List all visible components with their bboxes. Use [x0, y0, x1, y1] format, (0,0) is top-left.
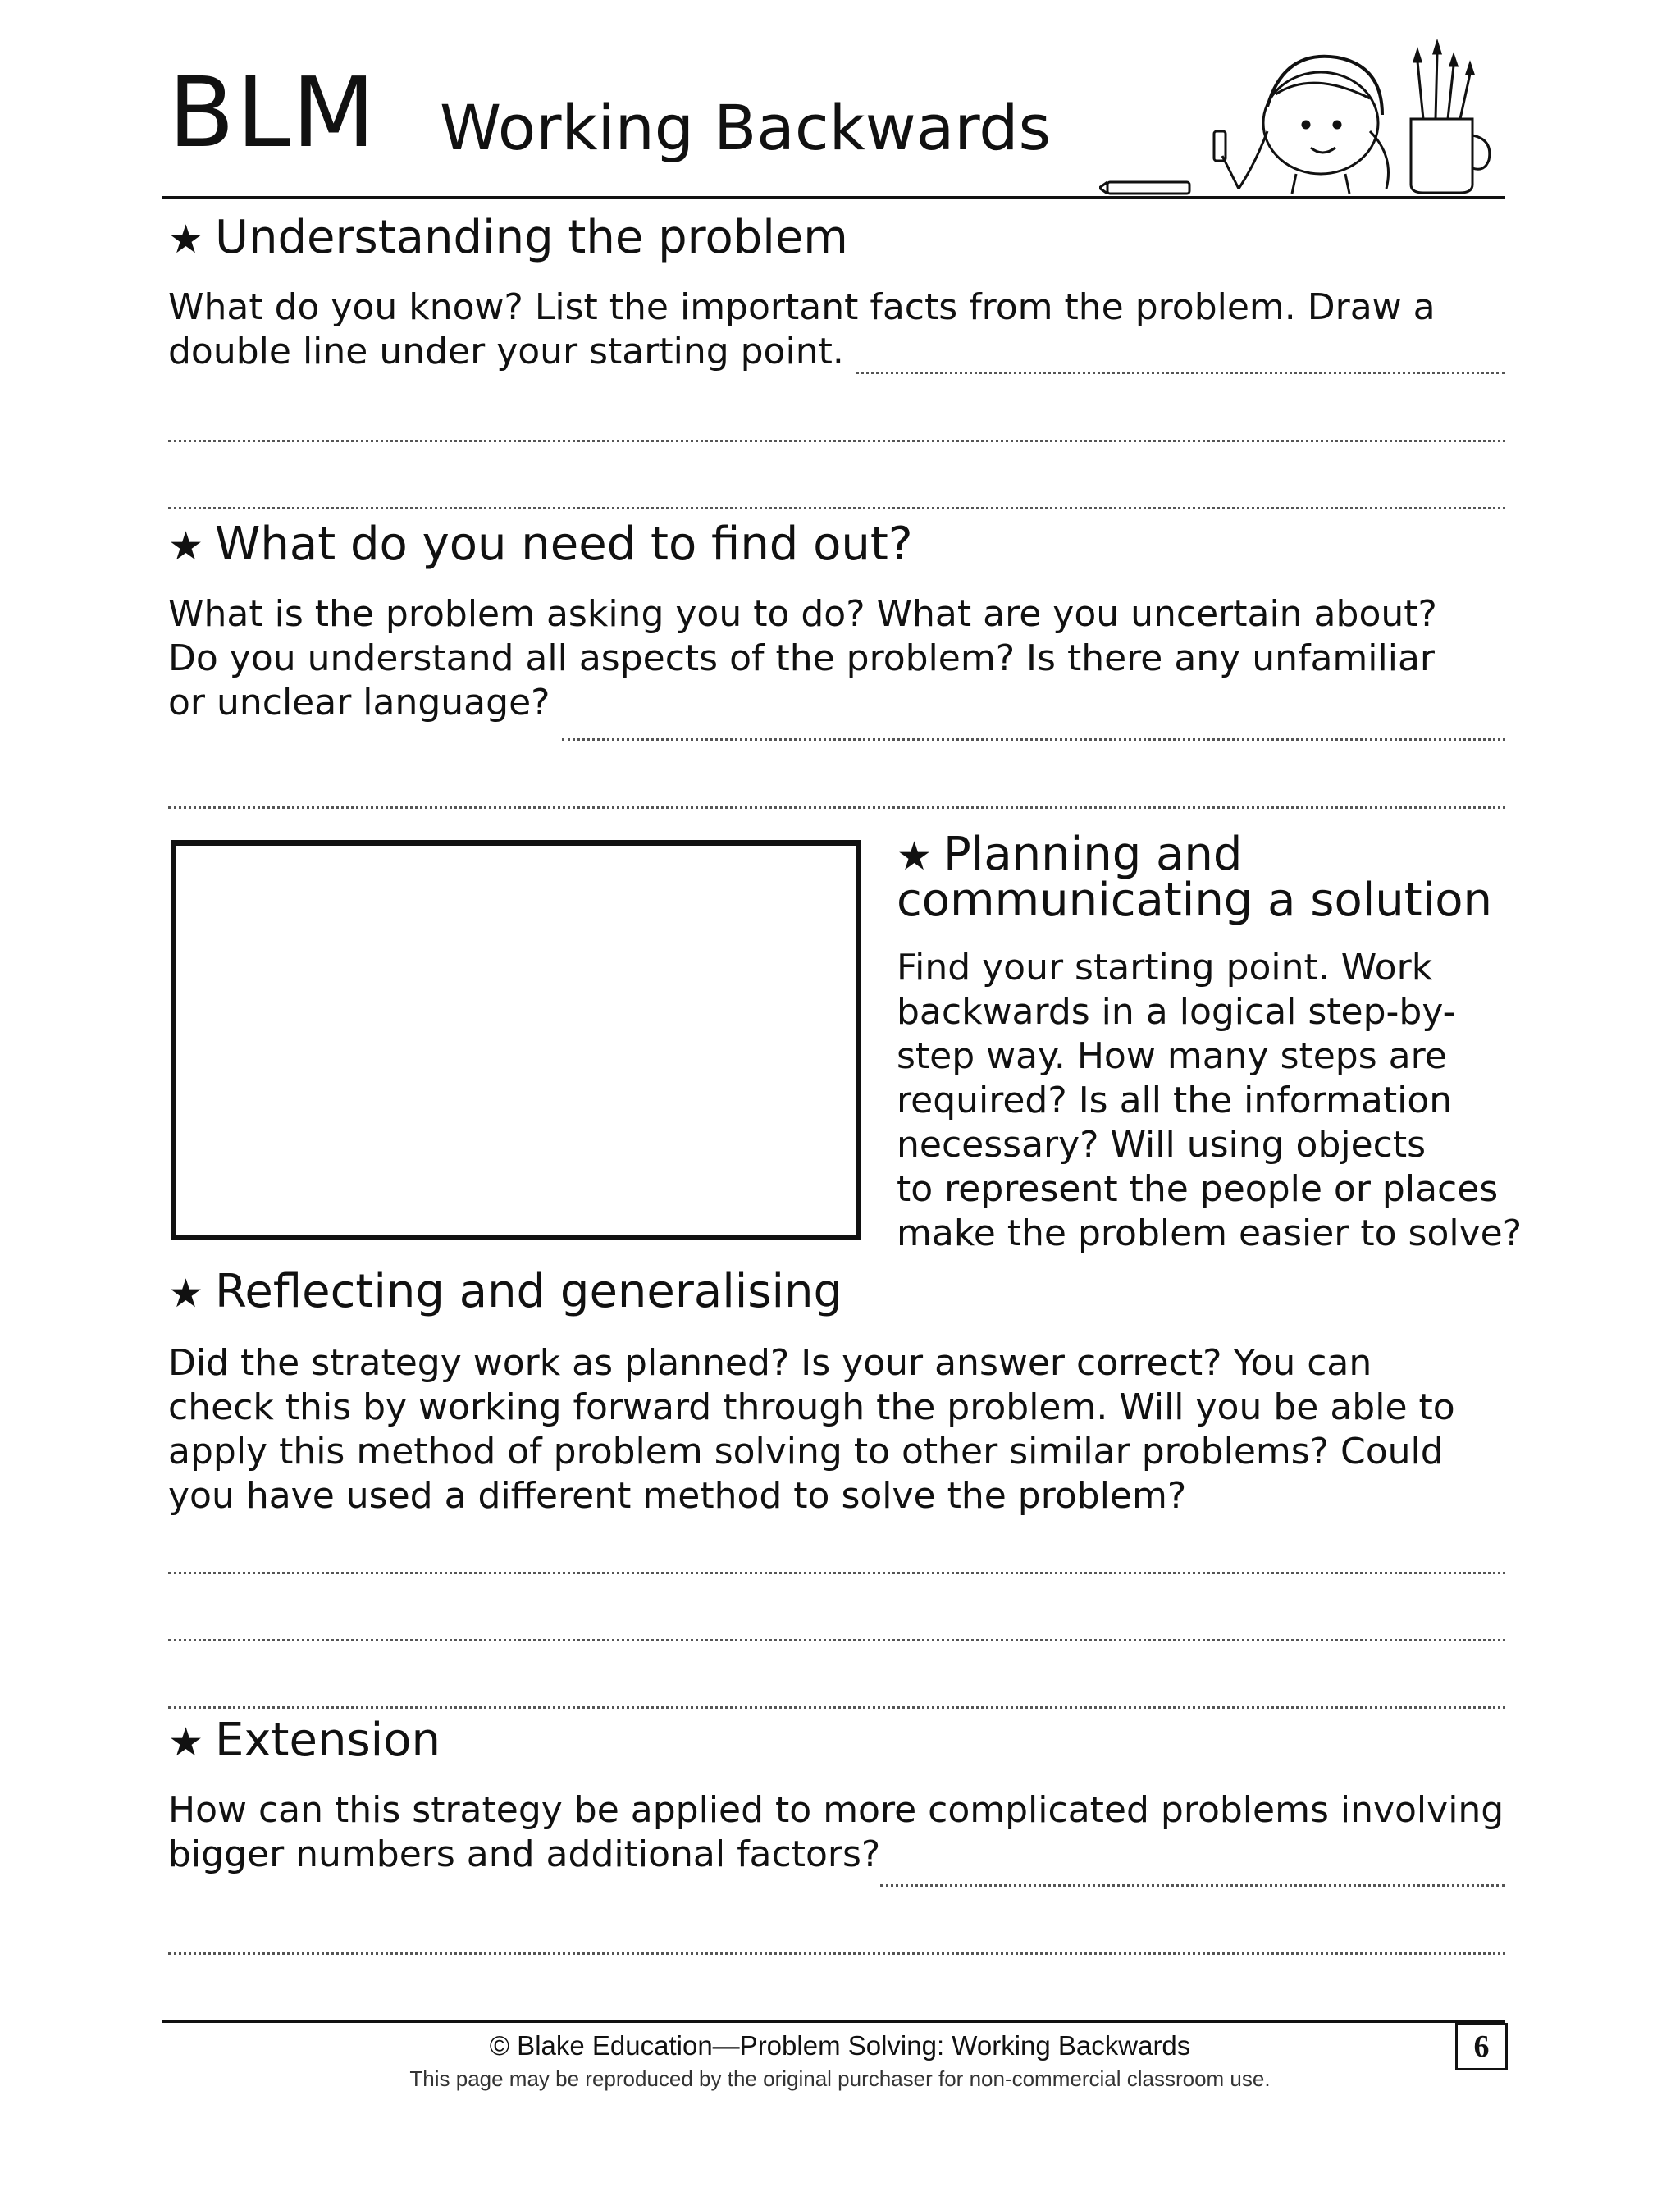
planning-line-7: make the problem easier to solve?	[897, 1212, 1522, 1254]
heading-extension	[168, 1714, 441, 1767]
heading-understanding	[168, 212, 848, 264]
planning-line-2: backwards in a logical step-by-	[897, 991, 1456, 1033]
extension-line-1: How can this strategy be applied to more complicated problems involving	[168, 1789, 1504, 1831]
answer-line[interactable]	[168, 1639, 1505, 1641]
footer-notice: This page may be reproduced by the original purchaser for non-commercial classroom use.	[409, 2066, 1271, 2091]
blm-label: BLM	[168, 56, 377, 169]
star-icon: ★	[897, 833, 933, 879]
extension-line-2: bigger numbers and additional factors?	[168, 1833, 881, 1875]
heading-find-out-text: What do you need to find out?	[215, 518, 913, 571]
answer-line[interactable]	[562, 738, 1505, 741]
answer-line[interactable]	[168, 806, 1505, 809]
answer-line[interactable]	[856, 372, 1505, 374]
planning-line-1: Find your starting point. Work	[897, 947, 1433, 988]
heading-understanding-text: Understanding the problem	[215, 211, 848, 264]
reflecting-line-1: Did the strategy work as planned? Is your answer correct? You can	[168, 1342, 1372, 1384]
understanding-line-2: double line under your starting point.	[168, 331, 844, 372]
footer-divider	[162, 2020, 1505, 2023]
star-icon: ★	[168, 523, 204, 569]
heading-find-out	[168, 518, 913, 571]
pencil-cup-icon	[1411, 43, 1490, 193]
page-number: 6	[1455, 2023, 1508, 2070]
planning-line-6: to represent the people or places	[897, 1168, 1499, 1210]
reflecting-line-4: you have used a different method to solve the problem?	[168, 1475, 1187, 1517]
find-out-line-3: or unclear language?	[168, 682, 550, 724]
reflecting-line-2: check this by working forward through the problem. Will you be able to	[168, 1386, 1455, 1428]
planning-line-3: step way. How many steps are	[897, 1035, 1447, 1077]
heading-planning-line-1: Planning and	[943, 828, 1243, 881]
answer-line[interactable]	[168, 1706, 1505, 1709]
reflecting-line-3: apply this method of problem solving to other similar problems? Could	[168, 1431, 1444, 1472]
answer-line[interactable]	[880, 1884, 1505, 1887]
heading-reflecting	[168, 1266, 842, 1318]
find-out-line-2: Do you understand all aspects of the problem? Is there any unfamiliar	[168, 637, 1436, 679]
answer-line[interactable]	[168, 1572, 1505, 1574]
understanding-line-1: What do you know? List the important facts from the problem. Draw a	[168, 286, 1436, 328]
heading-planning-line-2: communicating a solution	[897, 874, 1493, 927]
star-icon: ★	[168, 1271, 204, 1317]
child-icon	[1214, 57, 1389, 194]
working-box[interactable]	[171, 840, 861, 1240]
heading-reflecting-text: Reflecting and generalising	[215, 1265, 843, 1318]
planning-line-5: necessary? Will using objects	[897, 1124, 1427, 1166]
child-drawing-illustration	[1099, 33, 1501, 197]
star-icon: ★	[168, 1719, 204, 1765]
header-divider	[162, 196, 1505, 199]
heading-extension-text: Extension	[215, 1714, 441, 1767]
footer-copyright: © Blake Education—Problem Solving: Working Backwards	[489, 2030, 1191, 2061]
find-out-line-1: What is the problem asking you to do? What are you uncertain about?	[168, 593, 1437, 635]
star-icon: ★	[168, 217, 204, 263]
answer-line[interactable]	[168, 507, 1505, 509]
planning-line-4: required? Is all the information	[897, 1080, 1453, 1121]
answer-line[interactable]	[168, 440, 1505, 442]
page-title: Working Backwards	[440, 91, 1052, 164]
pencil-icon	[1099, 182, 1189, 194]
answer-line[interactable]	[168, 1952, 1505, 1955]
